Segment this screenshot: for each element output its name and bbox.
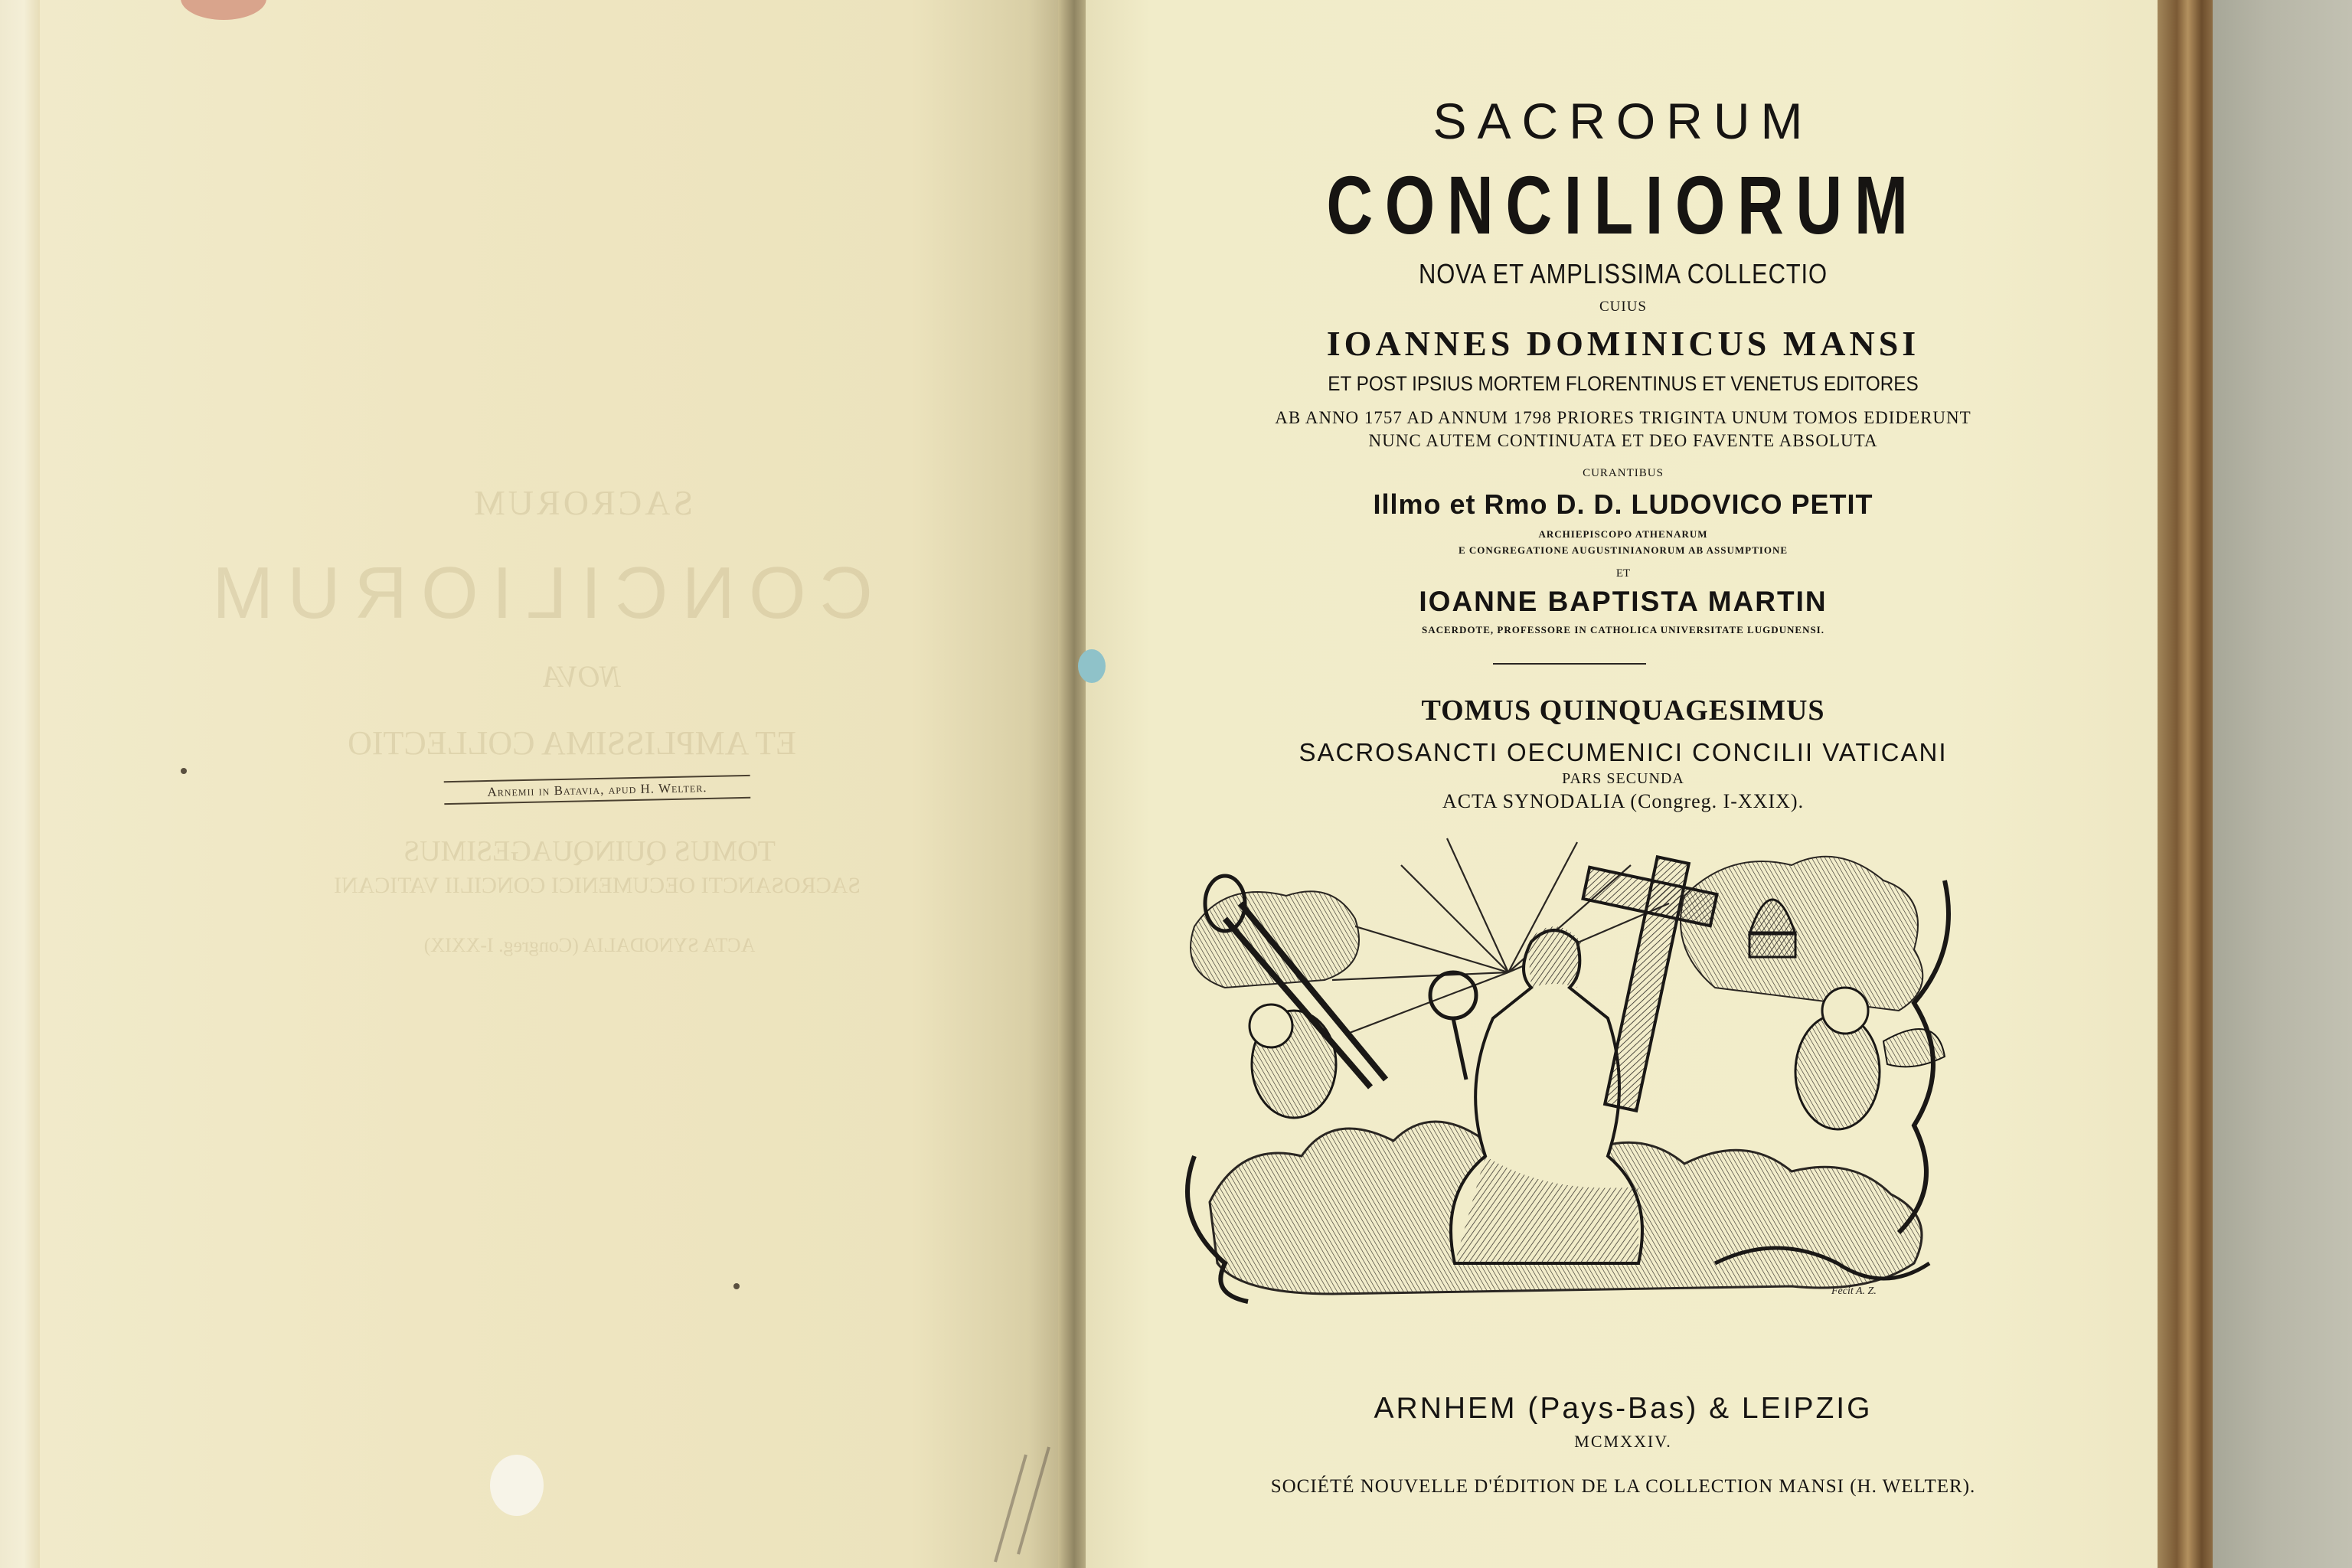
show-through-line: SACROSANCTI OECUMENICI CONCILII VATICANI xyxy=(333,873,861,898)
title-line-conciliorum: CONCILIORUM xyxy=(1326,158,1920,251)
paper-spot xyxy=(181,768,187,774)
show-through-line: CONCILIORUM xyxy=(198,552,873,634)
line-curantibus: CURANTIBUS xyxy=(1583,467,1664,479)
imprint-publisher: SOCIÉTÉ NOUVELLE D'ÉDITION DE LA COLLECTION MANSI (H. WELTER). xyxy=(1270,1476,1976,1497)
line-pars-secunda: PARS SECUNDA xyxy=(1562,770,1684,787)
line-acta-synodalia: ACTA SYNODALIA (Congreg. I-XXIX). xyxy=(1442,790,1805,812)
book-cover-edge xyxy=(2158,0,2213,1568)
left-page-edge xyxy=(0,0,40,1568)
line-archiepiscopo: ARCHIEPISCOPO ATHENARUM xyxy=(1538,528,1708,540)
show-through-line: ET AMPLISSIMA COLLECTIO xyxy=(348,724,796,762)
title-divider xyxy=(1493,663,1646,665)
imprint-place: ARNHEM (Pays-Bas) & LEIPZIG xyxy=(1374,1392,1873,1425)
title-line-sacrorum: SACRORUM xyxy=(1432,93,1814,149)
show-through-line: ACTA SYNODALIA (Congreg. I-XXIX) xyxy=(423,934,756,956)
volume-title: TOMUS QUINQUAGESIMUS xyxy=(1421,694,1825,727)
volume-subtitle: SACROSANCTI OECUMENICI CONCILII VATICANI xyxy=(1298,738,1948,766)
line-et: ET xyxy=(1615,567,1631,580)
paper-spot xyxy=(490,1455,544,1516)
paper-spot xyxy=(733,1283,740,1289)
engraved-vignette xyxy=(1179,835,1960,1309)
line-nunc-autem: NUNC AUTEM CONTINUATA ET DEO FAVENTE ABSOLUTA xyxy=(1368,431,1878,450)
show-through-line: NOVA xyxy=(543,659,621,694)
subtitle-collectio: NOVA ET AMPLISSIMA COLLECTIO xyxy=(1419,258,1828,289)
pencil-mark xyxy=(972,1439,1064,1568)
editor-petit: Illmo et Rmo D. D. LUDOVICO PETIT xyxy=(1373,488,1873,520)
editor-martin: IOANNE BAPTISTA MARTIN xyxy=(1419,586,1828,617)
line-editores: ET POST IPSIUS MORTEM FLORENTINUS ET VENETUS EDITORES xyxy=(1328,372,1919,395)
blue-ink-spot xyxy=(1078,649,1106,683)
show-through-line: TOMUS QUINQUAGESIMUS xyxy=(403,835,776,867)
author-mansi: IOANNES DOMINICUS MANSI xyxy=(1326,324,1920,363)
table-surface xyxy=(2213,0,2352,1568)
line-sacerdote: SACERDOTE, PROFESSORE IN CATHOLICA UNIVERSITATE LUGDUNENSI. xyxy=(1421,624,1824,635)
show-through-line: SACRORUM xyxy=(470,483,694,522)
vignette-signature: Fecit A. Z. xyxy=(1831,1285,1877,1297)
line-ab-anno: AB ANNO 1757 AD ANNUM 1798 PRIORES TRIGINTA UNUM TOMOS EDIDERUNT xyxy=(1275,408,1971,427)
stamp-text: Arnemii in Batavia, apud H. Welter. xyxy=(487,779,707,800)
line-congregatione: E CONGREGATIONE AUGUSTINIANORUM AB ASSUMPTIONE xyxy=(1458,544,1788,556)
line-cuius: CUIUS xyxy=(1599,299,1647,315)
imprint-year: MCMXXIV. xyxy=(1574,1432,1672,1451)
